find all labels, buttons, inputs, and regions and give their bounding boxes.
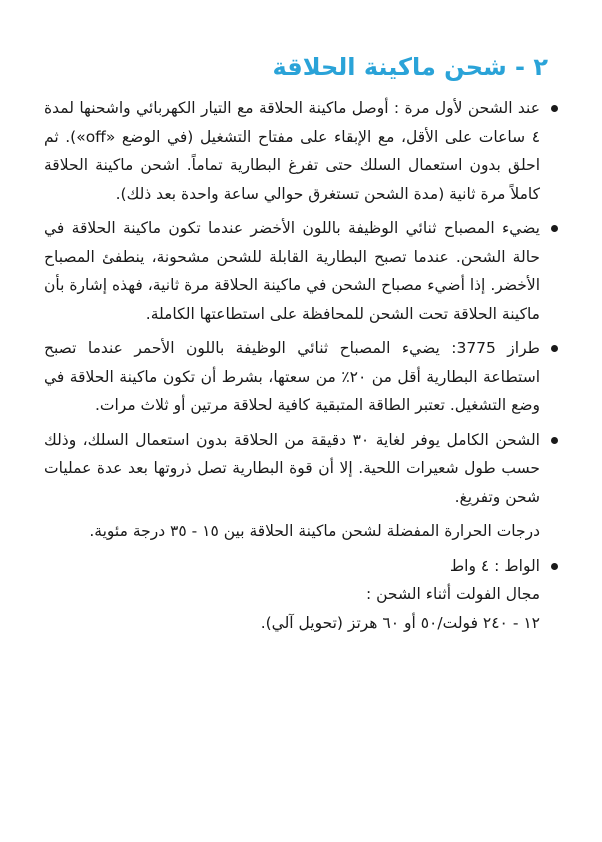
voltage-value: ١٢ - ٢٤٠ فولت/٥٠ أو ٦٠ هرتز (تحويل آلي). — [260, 613, 540, 632]
bullet-icon — [551, 225, 558, 232]
manual-page — [44, 50, 558, 643]
bullet-icon — [551, 105, 558, 112]
section-title: ٢ - شحن ماكينة الحلاقة — [272, 53, 548, 81]
list-item — [44, 214, 558, 328]
bullet-icon — [551, 563, 558, 570]
green-lamp-text: يضيء المصباح ثنائي الوظيفة باللون الأخضر عندما تكون ماكينة الحلاقة في حالة الشحن. عندما تصبح البطارية القابلة للشحن مشحونة، ينطفئ المصباح الأخضر. إذا أضيء مصباح الشحن في ماكينة الحلاقة مرة ثانية، فهذه إشارة بأن ماكينة الحلاقة تحت الشحن للمحافظة على استطاعتها الكاملة. — [44, 219, 540, 323]
bullet-icon — [551, 437, 558, 444]
specs-item — [44, 552, 558, 638]
full-charge-text: الشحن الكامل يوفر لغاية ٣٠ دقيقة من الحلاقة بدون استعمال السلك، وذلك حسب طول شعيرات اللحية. إلا أن قوة البطارية تصل ذروتها بعد عدة عمليات شحن وتفريغ. — [44, 430, 540, 506]
red-lamp-text: طراز 3775: يضيء المصباح ثنائي الوظيفة باللون الأحمر عندما تصبح استطاعة البطارية أقل من ٢٠٪ من سعتها، بشرط أن تكون ماكينة الحلاقة في وضع التشغيل. تعتبر الطاقة المتبقية كافية لحلاقة مرتين أو ثلاث مرات. — [44, 339, 540, 414]
bullet-icon — [551, 345, 558, 352]
first-charge-text: عند الشحن لأول مرة : أوصل ماكينة الحلاقة مع التيار الكهربائي واشحنها لمدة ٤ ساعات على الأقل، مع الإبقاء على مفتاح التشغيل (في الوضع «off»). ثم احلق بدون استعمال السلك حتى تفرغ البطارية تماماً. اشحن ماكينة الحلاقة كاملاً مرة ثانية (مدة الشحن تستغرق حوالي ساعة واحدة بعد ذلك). — [44, 99, 541, 203]
list-item — [44, 426, 558, 512]
charging-instructions-list — [44, 94, 558, 511]
power-spec: الواط : ٤ واط — [449, 556, 540, 575]
temperature-note: درجات الحرارة المفضلة لشحن ماكينة الحلاقة بين ١٥ - ٣٥ درجة مئوية. — [89, 522, 540, 540]
voltage-label: مجال الفولت أثناء الشحن : — [365, 585, 540, 603]
list-item — [44, 334, 558, 420]
list-item — [44, 94, 558, 208]
